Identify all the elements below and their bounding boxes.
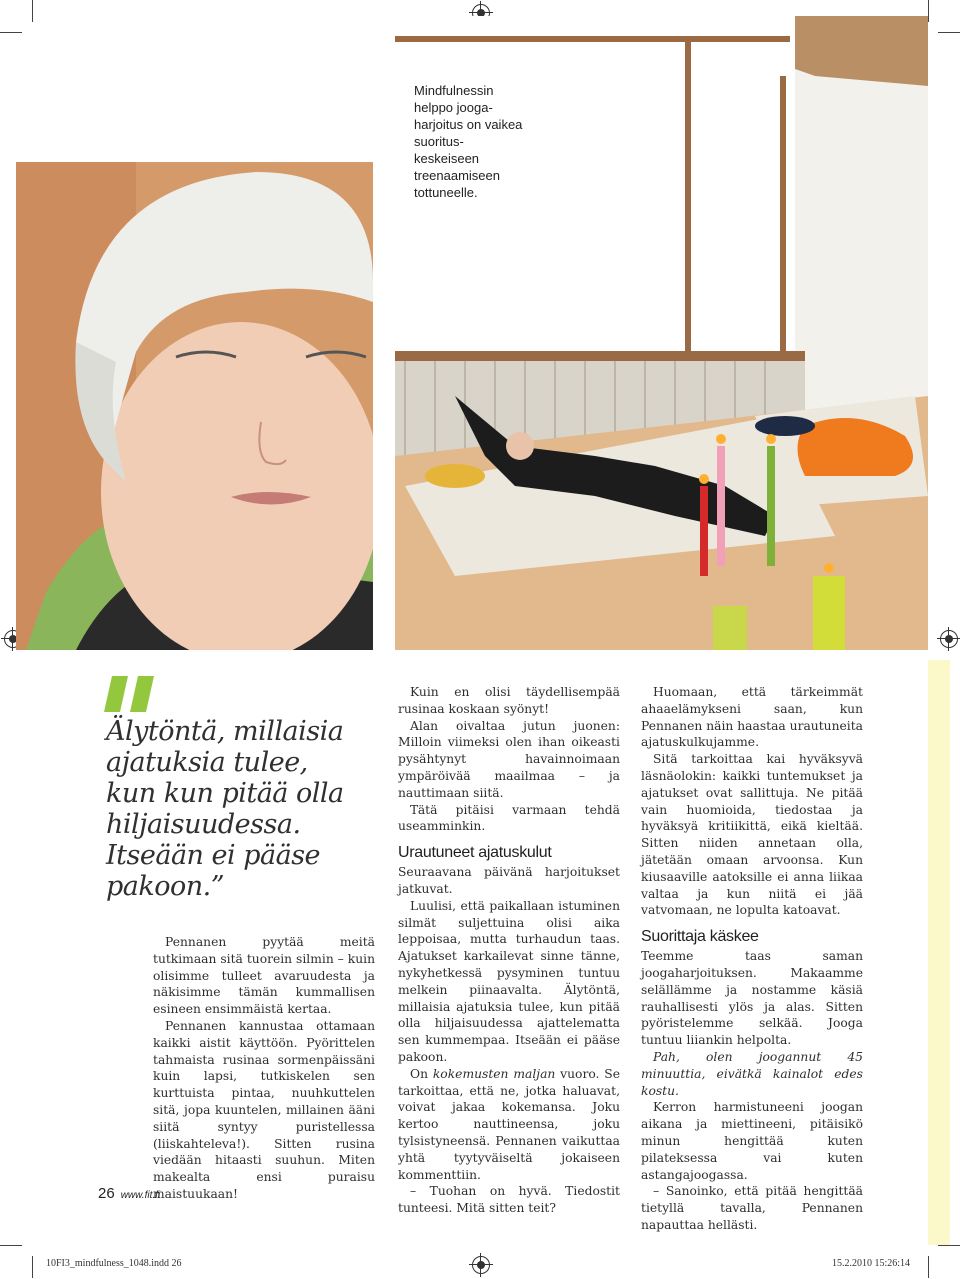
paragraph	[641, 1049, 863, 1099]
text-span: vuoro. Se tarkoittaa, että ne, jotka haluavat, voivat jakaa kokemansa. Joku kertoo nauttineensa, joku tylsistyneensä. Pennanen vaikuttaa yhtä tyytyväiseltä jokaiseen kommenttiin.	[398, 1066, 620, 1182]
paragraph	[398, 1066, 620, 1184]
subheading: Suorittaja käskee	[641, 928, 759, 946]
paragraph: Luulisi, että paikallaan istuminen silmät suljettuina olisi aika leppoisaa, mutta turhaudun taas. Ajatukset karkailevat sinne tänne, nykyhetkessä pysyminen tuntuu melkein piinaavalta. Älytöntä, millaisia ajatuksia tulee, kun pitää olla hiljaisuudessa ajattelematta sen kummempaa. Itseään ei pääse pakoon.	[398, 898, 620, 1064]
paragraph: Kuin en olisi täydellisempää rusinaa koskaan syönyt!	[398, 685, 620, 716]
side-color-strip	[928, 660, 950, 1245]
slug-filename: 10FI3_mindfulness_1048.indd 26	[46, 1258, 182, 1269]
crop-mark	[32, 0, 33, 22]
crop-mark	[938, 1245, 960, 1246]
website-link[interactable]: www.fit.fi	[120, 1190, 161, 1201]
page-folio	[98, 1185, 160, 1203]
page-number: 26	[98, 1185, 115, 1202]
paragraph: Pennanen pyytää meitä tutkimaan sitä tuorein silmin – kuin olisimme tulleet avaruudesta ja näkisimme tämän kummallisen esineen ensimmäistä kertaa.	[153, 935, 375, 1017]
quote-mark-icon	[104, 676, 156, 712]
body-column-2	[398, 684, 620, 1217]
paragraph: Teemme taas saman joogaharjoituksen. Makaamme selällämme ja nostamme käsiä rauhallisesti ylös ja alas. Sitten pyöristelemme selkää. Jooga tuntuu liiankin helpolta.	[641, 949, 863, 1048]
body-column-1	[153, 934, 375, 1203]
subheading: Urautuneet ajatuskulut	[398, 844, 552, 862]
crop-mark	[928, 1256, 929, 1278]
body-column-3	[641, 684, 863, 1234]
paragraph: Pennanen kannustaa ottamaan kaikki aistit käyttöön. Pyörittelen tahmaista rusinaa sormenpäissäni kuin lapsi, tutkiskelen sen kurttuista pintaa, nuuhkuttelen sitä, jopa kuuntelen, millainen ääni siitä syntyy puristellessa (liiskahteleva!). Sitten rusina viedään hitaasti suuhun. Miten makealta ensi puraisu maistuukaan!	[153, 1018, 375, 1201]
paragraph: Sitä tarkoittaa kai hyväksyvä läsnäolokin: kaikki tuntemukset ja ajatukset ovat sallittuja. Ne pitää vain huomioida, tiedostaa ja hyväksyä kritiikittä, eikä kieltää. Sitten niiden annetaan olla, jätetään omaan arvoonsa. Kun kiusaaville aatoksille ei anna liikaa valtaa ja kun niitä ei jää vatvomaan, ne lopulta katoavat.	[641, 752, 863, 918]
paragraph: – Tuohan on hyvä. Tiedostit tunteesi. Mitä sitten teit?	[398, 1184, 620, 1216]
portrait-photo	[16, 162, 373, 650]
paragraph: Huomaan, että tärkeimmät ahaaelämykseni saan, kun Pennanen näin haastaa urautuneita ajatuskulkujamme.	[641, 685, 863, 750]
paragraph: Tätä pitäisi varmaan tehdä useamminkin.	[398, 802, 620, 834]
emphasis: Pah, olen joogannut 45 minuuttia, eivätkä kainalot edes kostu.	[641, 1049, 863, 1098]
paragraph: – Sanoinko, että pitää hengittää tietyllä tavalla, Pennanen napauttaa hellästi.	[641, 1184, 863, 1232]
photo-caption: Mindfulnessin helppo jooga-harjoitus on vaikea suoritus-keskeiseen treenaamiseen tottuneelle.	[414, 83, 523, 200]
crop-mark	[0, 1245, 22, 1246]
paragraph: Alan oivaltaa jutun juonen: Milloin viimeksi olen ihan oikeasti pysähtynyt havainnoimaan ympäröivää maailmaa – ja nauttimaan siitä.	[398, 718, 620, 800]
crop-mark	[32, 1256, 33, 1278]
emphasis: kokemusten maljan	[432, 1066, 556, 1081]
slug-timestamp: 15.2.2010 15:26:14	[832, 1258, 911, 1269]
pull-quote: Älytöntä, millaisia ajatuksia tulee, kun kun pitää olla hiljaisuudessa. Itseään ei pääse pakoon.”	[106, 716, 344, 902]
text-span: On	[410, 1066, 433, 1081]
crop-mark	[938, 32, 960, 33]
crop-mark	[928, 0, 929, 22]
registration-mark-icon	[940, 630, 958, 648]
paragraph: Seuraavana päivänä harjoitukset jatkuvat.	[398, 865, 620, 896]
paragraph: Kerron harmistuneeni joogan aikana ja miettineeni, pitäisikö minun hengittää kuten pilateksessa vai kuten astangajoogassa.	[641, 1100, 863, 1182]
crop-mark	[0, 32, 22, 33]
registration-mark-icon	[472, 1256, 490, 1274]
